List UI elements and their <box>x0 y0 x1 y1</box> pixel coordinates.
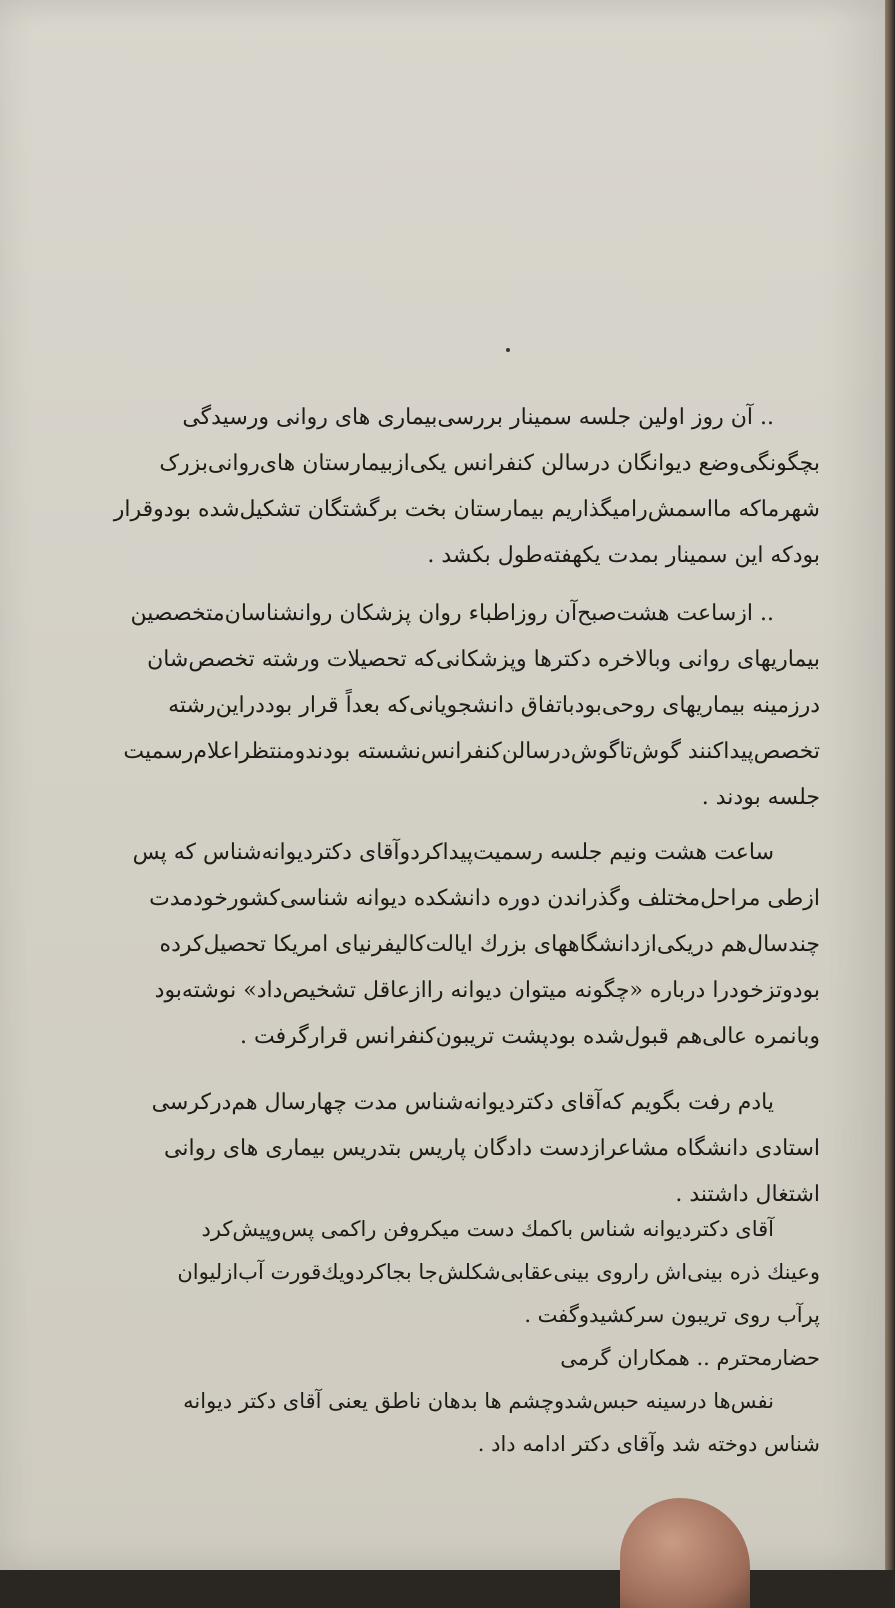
paragraph-1 <box>60 395 820 579</box>
text-line: شناس دوخته شد وآقای دکتر ادامه داد . <box>477 1432 820 1456</box>
text-line: وعینك ذره بینی‌اش راروی بینی‌عقابی‌شکلش‌جا بجاکردویك‌قورت آب‌ازلیوان <box>177 1260 820 1284</box>
paragraph-5 <box>60 1208 820 1466</box>
text-line: اشتغال داشتند . <box>675 1182 820 1207</box>
paragraph-4 <box>60 1080 820 1218</box>
text-line: وبانمره عالی‌هم قبول‌شده بودپشت تریبون‌کنفرانس قرارگرفت . <box>239 1024 820 1049</box>
text-line: بودوتزخودرا درباره «چگونه میتوان دیوانه راازعاقل تشخیص‌داد» نوشته‌بود <box>154 978 820 1003</box>
text-line: ساعت هشت ونیم جلسه رسمیت‌پیداکردوآقای دکتردیوانه‌شناس که پس <box>132 840 774 865</box>
text-line: جلسه بودند . <box>701 785 820 810</box>
page-dot-mark <box>506 348 510 352</box>
text-line: تخصص‌پیداکنند گوش‌تاگوش‌درسالن‌کنفرانس‌نشسته بودندومنتظراعلام‌رسمیت <box>123 739 820 764</box>
text-line: نفس‌ها درسینه حبس‌شدوچشم ها بدهان ناطق یعنی آقای دکتر دیوانه <box>183 1389 774 1413</box>
text-line: درزمینه بیماریهای روحی‌بودباتفاق دانشجویانی‌که بعداً قرار بوددراین‌رشته <box>168 693 820 718</box>
thumb-holding-page <box>620 1498 750 1608</box>
text-line: چندسال‌هم دریکی‌ازدانشگاههای بزرك ایالت‌کالیفرنیای امریکا تحصیل‌کرده <box>159 932 820 957</box>
text-line: استادی دانشگاه مشاعرازدست دادگان پاریس بتدریس بیماری های روانی <box>164 1136 820 1161</box>
text-line: پرآب روی تریبون سرکشیدوگفت . <box>524 1303 820 1327</box>
text-line: آقای دکتردیوانه شناس باکمك دست میکروفن راکمی پس‌وپیش‌کرد <box>201 1217 774 1241</box>
text-line: .. آن روز اولین جلسه سمینار بررسی‌بیماری های روانی ورسیدگی <box>182 405 774 430</box>
page-edge <box>885 0 895 1570</box>
text-line: بودکه این سمینار بمدت یکهفته‌طول بکشد . <box>427 543 820 568</box>
text-line: بچگونگی‌وضع دیوانگان درسالن کنفرانس یکی‌ازبیمارستان های‌روانی‌بزرک <box>159 451 820 476</box>
text-line: حضارمحترم .. همکاران گرمی <box>560 1346 820 1370</box>
text-line: .. ازساعت هشت‌صبح‌آن روزاطباء روان پزشکان روانشناسان‌متخصصین <box>130 601 774 626</box>
text-line: ازطی مراحل‌مختلف وگذراندن دوره دانشکده دیوانه شناسی‌کشورخودمدت <box>149 886 820 911</box>
paragraph-3 <box>60 830 820 1060</box>
text-line: شهرماکه مااسمش‌رامیگذاریم بیمارستان بخت برگشتگان تشکیل‌شده بودوقرار <box>113 497 820 522</box>
text-line: یادم رفت بگویم که‌آقای دکتردیوانه‌شناس مدت چهارسال هم‌درکرسی <box>151 1090 774 1115</box>
text-line: بیماریهای روانی وبالاخره دکترها وپزشکانی‌که تحصیلات ورشته تخصص‌شان <box>147 647 820 672</box>
paragraph-2 <box>60 591 820 821</box>
